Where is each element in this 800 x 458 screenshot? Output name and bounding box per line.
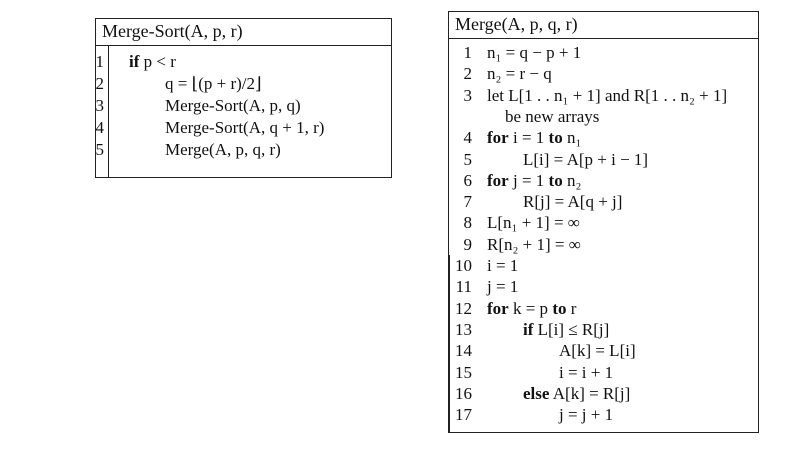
code-line xyxy=(449,63,754,84)
line-number: 7 xyxy=(463,192,472,212)
code-text: Merge-Sort(A, p, q) xyxy=(165,96,301,115)
code-line xyxy=(449,191,754,212)
merge-title-rule xyxy=(449,38,758,39)
line-number: 1 xyxy=(463,43,472,62)
code-line xyxy=(449,362,754,383)
line-number: 9 xyxy=(463,234,472,254)
code-line xyxy=(449,383,754,404)
line-number: 5 xyxy=(463,149,472,169)
code-line xyxy=(449,212,754,233)
code-text: n₂ = r − q xyxy=(487,64,552,84)
line-number: 3 xyxy=(463,85,472,105)
line-number: 11 xyxy=(455,277,472,297)
merge-title: Merge(A, p, q, r) xyxy=(455,14,578,34)
code-line xyxy=(449,340,754,361)
line-number: 4 xyxy=(95,118,104,137)
code-text: L[n₁ + 1] = ∞ xyxy=(487,213,580,233)
code-text: A[k] = L[i] xyxy=(559,341,636,361)
line-number: 17 xyxy=(455,405,472,425)
code-text: if p < r xyxy=(129,52,176,71)
code-text: R[j] = A[q + j] xyxy=(523,192,623,212)
code-line xyxy=(96,51,386,72)
code-text: for i = 1 to n₁ xyxy=(487,128,582,148)
code-text: for k = p to r xyxy=(487,298,577,318)
line-number: 2 xyxy=(463,64,472,84)
code-text: L[i] = A[p + i − 1] xyxy=(523,149,649,169)
code-text: j = 1 xyxy=(487,277,519,297)
code-text: for j = 1 to n₂ xyxy=(487,170,582,190)
merge-sort-title-rule xyxy=(96,45,391,46)
code-text: be new arrays xyxy=(505,106,600,126)
line-number: 2 xyxy=(95,74,104,93)
line-number: 6 xyxy=(463,170,472,190)
code-text: else A[k] = R[j] xyxy=(523,383,631,403)
code-line xyxy=(449,170,754,191)
code-line xyxy=(96,73,386,94)
code-line xyxy=(449,298,754,319)
code-text: n₁ = q − p + 1 xyxy=(487,43,582,62)
line-number: 14 xyxy=(455,341,472,361)
code-text: q = ⌊(p + r)/2⌋ xyxy=(165,74,262,93)
code-line xyxy=(449,234,754,255)
code-text: i = i + 1 xyxy=(559,362,614,382)
line-number: 4 xyxy=(463,128,472,148)
code-line xyxy=(449,276,754,297)
merge-box xyxy=(448,11,759,433)
code-text: let L[1 . . n₁ + 1] and R[1 . . n₂ + 1] xyxy=(487,85,728,105)
code-line xyxy=(449,85,754,106)
code-text: j = j + 1 xyxy=(559,405,614,425)
line-number: 15 xyxy=(455,362,472,382)
line-number: 13 xyxy=(455,319,472,339)
code-text: Merge-Sort(A, q + 1, r) xyxy=(165,118,325,137)
line-number: 12 xyxy=(455,298,472,318)
code-text: Merge(A, p, q, r) xyxy=(165,140,281,159)
merge-sort-title: Merge-Sort(A, p, r) xyxy=(102,21,243,41)
code-line xyxy=(449,404,754,425)
line-number: 10 xyxy=(455,256,472,275)
code-text: if L[i] ≤ R[j] xyxy=(523,319,610,339)
code-line xyxy=(449,255,754,276)
code-line xyxy=(96,139,386,160)
line-number: 5 xyxy=(95,140,104,159)
line-number: 3 xyxy=(95,96,104,115)
line-number: 16 xyxy=(455,383,472,403)
line-number: 1 xyxy=(95,52,104,71)
merge-sort-box xyxy=(95,18,392,178)
line-number: 8 xyxy=(463,213,472,233)
code-line xyxy=(96,117,386,138)
code-line xyxy=(449,149,754,170)
code-text: i = 1 xyxy=(487,256,519,275)
code-line xyxy=(449,42,754,63)
code-line xyxy=(449,127,754,148)
code-line xyxy=(449,319,754,340)
code-line xyxy=(96,95,386,116)
code-line xyxy=(449,106,754,127)
code-text: R[n₂ + 1] = ∞ xyxy=(487,234,581,254)
